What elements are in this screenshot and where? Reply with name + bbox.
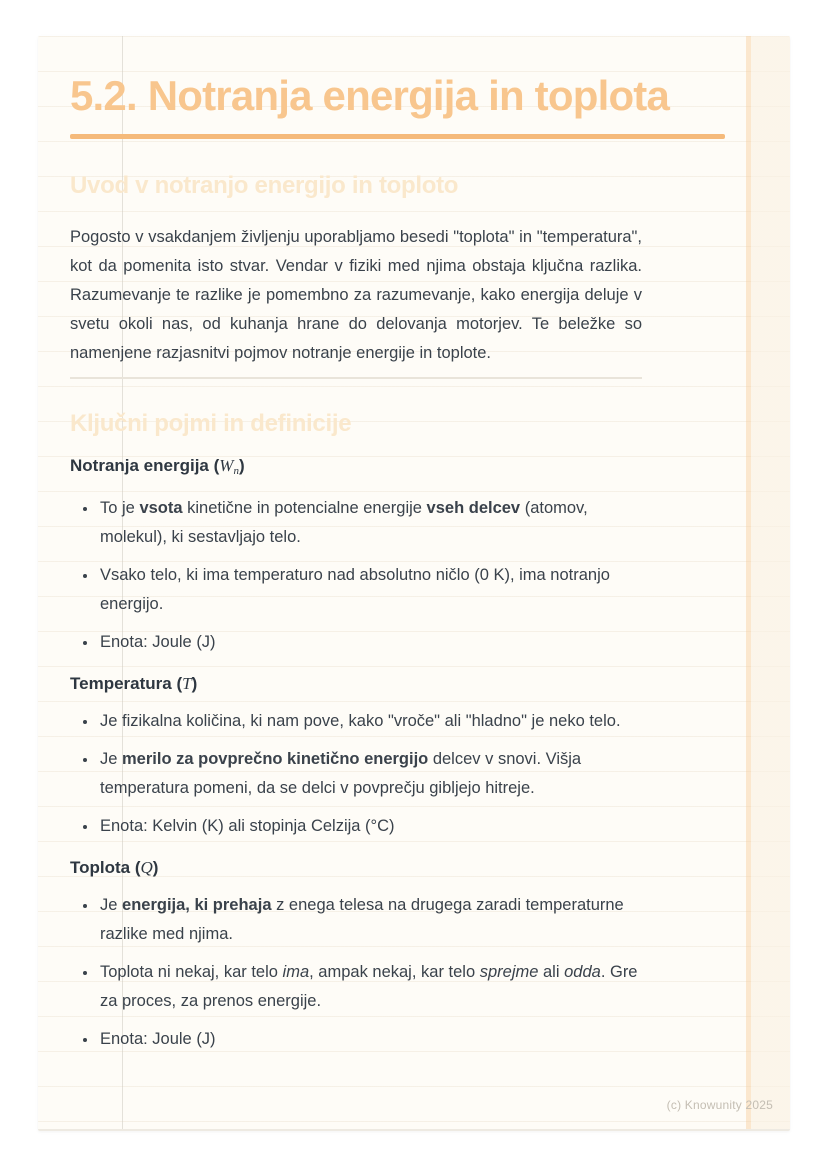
bullet-item <box>98 745 642 803</box>
bullet-item <box>98 561 642 619</box>
text-segment: ali <box>538 963 565 981</box>
text-segment: n <box>233 465 239 477</box>
bullet-item <box>98 707 642 736</box>
text-segment: ) <box>191 674 198 693</box>
intro-paragraph: Pogosto v vsakdanjem življenju uporabljamo besedi "toplota" in "temperatura", kot da pomenita isto stvar. Vendar v fiziki med njima obstaja ključna razlika. Razumevanje te razlike je pomembno za razumevanje, kako energija deluje v svetu okoli nas, od kuhanja hrane do delovanja motorjev. Te beležke so namenjene razjasnitvi pojmov notranje energije in toplote. <box>70 228 642 362</box>
text-segment: ) <box>238 456 245 475</box>
document-page <box>38 36 790 1131</box>
term-bullet-list <box>70 494 642 657</box>
text-segment: (atomov, molekul), ki sestavljajo telo. <box>100 499 588 546</box>
text-segment: To je <box>100 499 140 517</box>
term-bullet-list <box>70 707 642 841</box>
text-segment: delcev v snovi. Višja temperatura pomeni, da se delci v povprečju gibljejo hitreje. <box>100 750 582 797</box>
title-underline <box>70 134 725 139</box>
bullet-item <box>98 1025 642 1054</box>
text-segment: Enota: Kelvin (K) ali stopinja Celzija (°C) <box>100 817 395 835</box>
text-segment: vsota <box>139 499 183 517</box>
section-heading-definitions: Ključni pojmi in definicije <box>70 410 352 437</box>
copyright-footer: (c) Knowunity 2025 <box>666 1098 773 1112</box>
text-segment: ) <box>152 858 159 877</box>
text-segment: odda <box>564 963 601 981</box>
bullet-item <box>98 494 642 552</box>
bullet-item <box>98 812 642 841</box>
section-divider <box>70 377 642 379</box>
text-segment: W <box>219 456 234 475</box>
term-heading <box>70 855 642 881</box>
text-segment: T <box>182 674 192 693</box>
bullet-item <box>98 958 642 1016</box>
text-segment: Toplota ( <box>70 858 141 877</box>
text-segment: , ampak nekaj, kar telo <box>309 963 480 981</box>
text-segment: Notranja energija ( <box>70 456 220 475</box>
document-content <box>70 36 670 1054</box>
term-heading <box>70 671 642 697</box>
text-segment: Temperatura ( <box>70 674 183 693</box>
text-segment: sprejme <box>479 963 539 981</box>
text-segment: Toplota ni nekaj, kar telo <box>100 963 283 981</box>
text-segment: energija, ki prehaja <box>122 896 272 914</box>
term-bullet-list <box>70 891 642 1054</box>
text-segment: ima <box>282 963 310 981</box>
text-segment: Je <box>100 896 123 914</box>
bullet-item <box>98 628 642 657</box>
definitions-list <box>70 453 642 1054</box>
text-segment: vseh delcev <box>426 499 521 517</box>
term-heading <box>70 453 642 484</box>
text-segment: Je <box>100 750 123 768</box>
bullet-item <box>98 891 642 949</box>
section-heading-intro: Uvod v notranjo energijo in toploto <box>70 172 459 199</box>
page-title: 5.2. Notranja energija in toplota <box>70 72 670 119</box>
text-segment: Je fizikalna količina, ki nam pove, kako "vroče" ali "hladno" je neko telo. <box>100 712 621 730</box>
text-segment: Q <box>140 858 153 877</box>
text-segment: kinetične in potencialne energije <box>182 499 427 517</box>
text-segment: Vsako telo, ki ima temperaturo nad absolutno ničlo (0 K), ima notranjo energijo. <box>100 566 610 613</box>
text-segment: merilo za povprečno kinetično energijo <box>122 750 429 768</box>
text-segment: Enota: Joule (J) <box>100 1030 216 1048</box>
text-segment: . Gre za proces, za prenos energije. <box>100 963 638 1010</box>
text-segment: Enota: Joule (J) <box>100 633 216 651</box>
text-segment: z enega telesa na drugega zaradi temperaturne razlike med njima. <box>100 896 624 943</box>
